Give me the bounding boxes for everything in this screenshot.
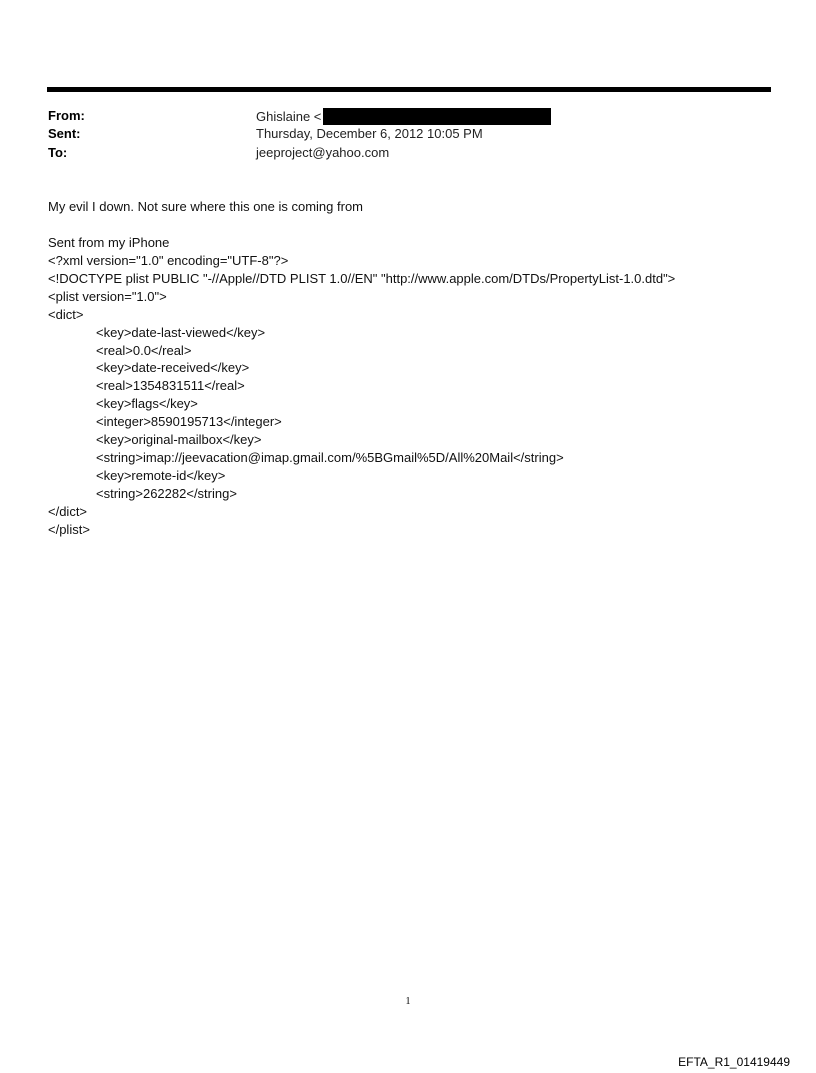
xml-line: </dict> bbox=[48, 503, 88, 519]
redaction-box bbox=[323, 108, 551, 125]
sent-value: Thursday, December 6, 2012 10:05 PM bbox=[256, 126, 483, 141]
to-value: jeeproject@yahoo.com bbox=[256, 145, 390, 160]
xml-line: <key>date-last-viewed</key> bbox=[96, 324, 266, 340]
xml-line: <string>imap://jeevacation@imap.gmail.com/%5BGmail%5D/All%20Mail</string> bbox=[96, 449, 564, 465]
signature-text: Sent from my iPhone bbox=[48, 235, 170, 250]
xml-line: <string>262282</string> bbox=[96, 485, 237, 501]
from-value bbox=[256, 108, 551, 125]
message-text: My evil I down. Not sure where this one is coming from bbox=[48, 199, 364, 214]
xml-line: <key>remote-id</key> bbox=[96, 467, 226, 483]
xml-line: <real>0.0</real> bbox=[96, 342, 192, 358]
page-number: 1 bbox=[405, 996, 411, 1007]
xml-line: <integer>8590195713</integer> bbox=[96, 414, 282, 430]
xml-line: <plist version="1.0"> bbox=[48, 288, 167, 304]
from-name: Ghislaine < bbox=[256, 109, 322, 124]
to-label: To: bbox=[48, 145, 68, 160]
xml-line: <key>flags</key> bbox=[96, 396, 198, 412]
sent-label: Sent: bbox=[48, 126, 81, 141]
xml-line: </plist> bbox=[48, 521, 90, 537]
xml-line: <?xml version="1.0" encoding="UTF-8"?> bbox=[48, 253, 289, 268]
xml-line: <!DOCTYPE plist PUBLIC "-//Apple//DTD PLIST 1.0//EN" "http://www.apple.com/DTDs/PropertyList-1.0.dtd"> bbox=[48, 270, 676, 286]
from-label: From: bbox=[48, 108, 85, 123]
xml-line: <key>date-received</key> bbox=[96, 360, 250, 376]
bates-number: EFTA_R1_01419449 bbox=[678, 1055, 790, 1069]
xml-line: <key>original-mailbox</key> bbox=[96, 432, 262, 448]
xml-line: <real>1354831511</real> bbox=[96, 378, 245, 394]
xml-plist-block bbox=[48, 252, 675, 539]
header-rule bbox=[47, 87, 771, 92]
xml-line: <dict> bbox=[48, 306, 84, 322]
